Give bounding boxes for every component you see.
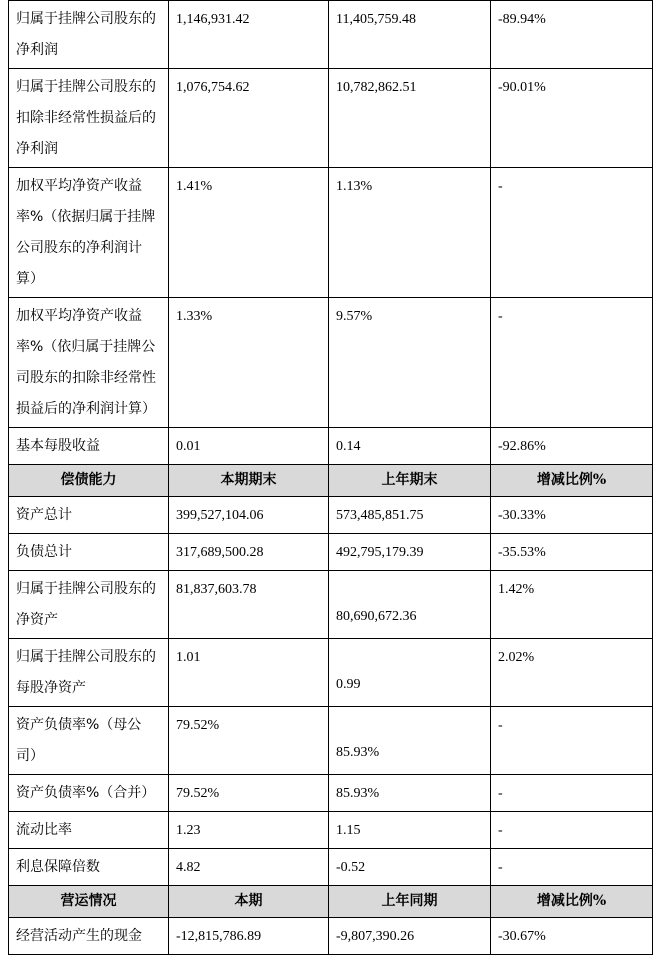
table-row — [9, 849, 653, 886]
previous-value: 1.15 — [329, 812, 491, 849]
table-row — [9, 298, 653, 428]
current-value: 1,146,931.42 — [169, 1, 329, 69]
table-row — [9, 775, 653, 812]
row-label: 归属于挂牌公司股东的每股净资产 — [9, 639, 169, 707]
change-percent: -90.01% — [491, 69, 653, 168]
table-row — [9, 812, 653, 849]
row-label: 负债总计 — [9, 534, 169, 571]
previous-value: 492,795,179.39 — [329, 534, 491, 571]
header-cell: 本期 — [169, 886, 329, 918]
previous-value: 10,782,862.51 — [329, 69, 491, 168]
current-value: 4.82 — [169, 849, 329, 886]
current-value: 1.33% — [169, 298, 329, 428]
table-row — [9, 168, 653, 298]
current-value: 0.01 — [169, 428, 329, 465]
table-row — [9, 707, 653, 775]
table-row — [9, 639, 653, 707]
current-value: -12,815,786.89 — [169, 918, 329, 955]
current-value: 1.01 — [169, 639, 329, 707]
previous-value: 1.13% — [329, 168, 491, 298]
header-cell: 增减比例% — [491, 465, 653, 497]
current-value: 81,837,603.78 — [169, 571, 329, 639]
table-row — [9, 534, 653, 571]
change-percent: - — [491, 298, 653, 428]
header-cell: 营运情况 — [9, 886, 169, 918]
table-row — [9, 1, 653, 69]
change-percent: - — [491, 707, 653, 775]
row-label: 利息保障倍数 — [9, 849, 169, 886]
previous-value: 85.93% — [329, 707, 491, 775]
table-row — [9, 571, 653, 639]
current-value: 317,689,500.28 — [169, 534, 329, 571]
header-cell: 增减比例% — [491, 886, 653, 918]
row-label: 资产负债率%（合并） — [9, 775, 169, 812]
change-percent: -89.94% — [491, 1, 653, 69]
row-label: 流动比率 — [9, 812, 169, 849]
row-label: 加权平均净资产收益率%（依归属于挂牌公司股东的扣除非经常性损益后的净利润计算） — [9, 298, 169, 428]
previous-value: 9.57% — [329, 298, 491, 428]
row-label: 加权平均净资产收益率%（依据归属于挂牌公司股东的净利润计算） — [9, 168, 169, 298]
header-cell: 上年期末 — [329, 465, 491, 497]
previous-value: -0.52 — [329, 849, 491, 886]
change-percent: -30.67% — [491, 918, 653, 955]
header-cell: 本期期末 — [169, 465, 329, 497]
change-percent: 1.42% — [491, 571, 653, 639]
change-percent: - — [491, 849, 653, 886]
row-label: 归属于挂牌公司股东的净资产 — [9, 571, 169, 639]
table-row — [9, 69, 653, 168]
change-percent: -92.86% — [491, 428, 653, 465]
financial-indicators-table — [8, 0, 653, 955]
current-value: 399,527,104.06 — [169, 497, 329, 534]
previous-value: 85.93% — [329, 775, 491, 812]
table-row — [9, 497, 653, 534]
row-label: 基本每股收益 — [9, 428, 169, 465]
change-percent: -35.53% — [491, 534, 653, 571]
change-percent: - — [491, 168, 653, 298]
current-value: 1,076,754.62 — [169, 69, 329, 168]
row-label: 归属于挂牌公司股东的净利润 — [9, 1, 169, 69]
change-percent: - — [491, 812, 653, 849]
change-percent: 2.02% — [491, 639, 653, 707]
change-percent: - — [491, 775, 653, 812]
table-row — [9, 918, 653, 955]
row-label: 资产负债率%（母公司） — [9, 707, 169, 775]
current-value: 79.52% — [169, 775, 329, 812]
current-value: 1.41% — [169, 168, 329, 298]
row-label: 资产总计 — [9, 497, 169, 534]
row-label: 归属于挂牌公司股东的扣除非经常性损益后的净利润 — [9, 69, 169, 168]
previous-value: 573,485,851.75 — [329, 497, 491, 534]
current-value: 79.52% — [169, 707, 329, 775]
table-row — [9, 428, 653, 465]
header-cell: 上年同期 — [329, 886, 491, 918]
previous-value: 0.14 — [329, 428, 491, 465]
previous-value: 80,690,672.36 — [329, 571, 491, 639]
row-label: 经营活动产生的现金 — [9, 918, 169, 955]
previous-value: 0.99 — [329, 639, 491, 707]
section-header-operations — [9, 886, 653, 918]
section-header-solvency — [9, 465, 653, 497]
previous-value: -9,807,390.26 — [329, 918, 491, 955]
header-cell: 偿债能力 — [9, 465, 169, 497]
previous-value: 11,405,759.48 — [329, 1, 491, 69]
change-percent: -30.33% — [491, 497, 653, 534]
current-value: 1.23 — [169, 812, 329, 849]
